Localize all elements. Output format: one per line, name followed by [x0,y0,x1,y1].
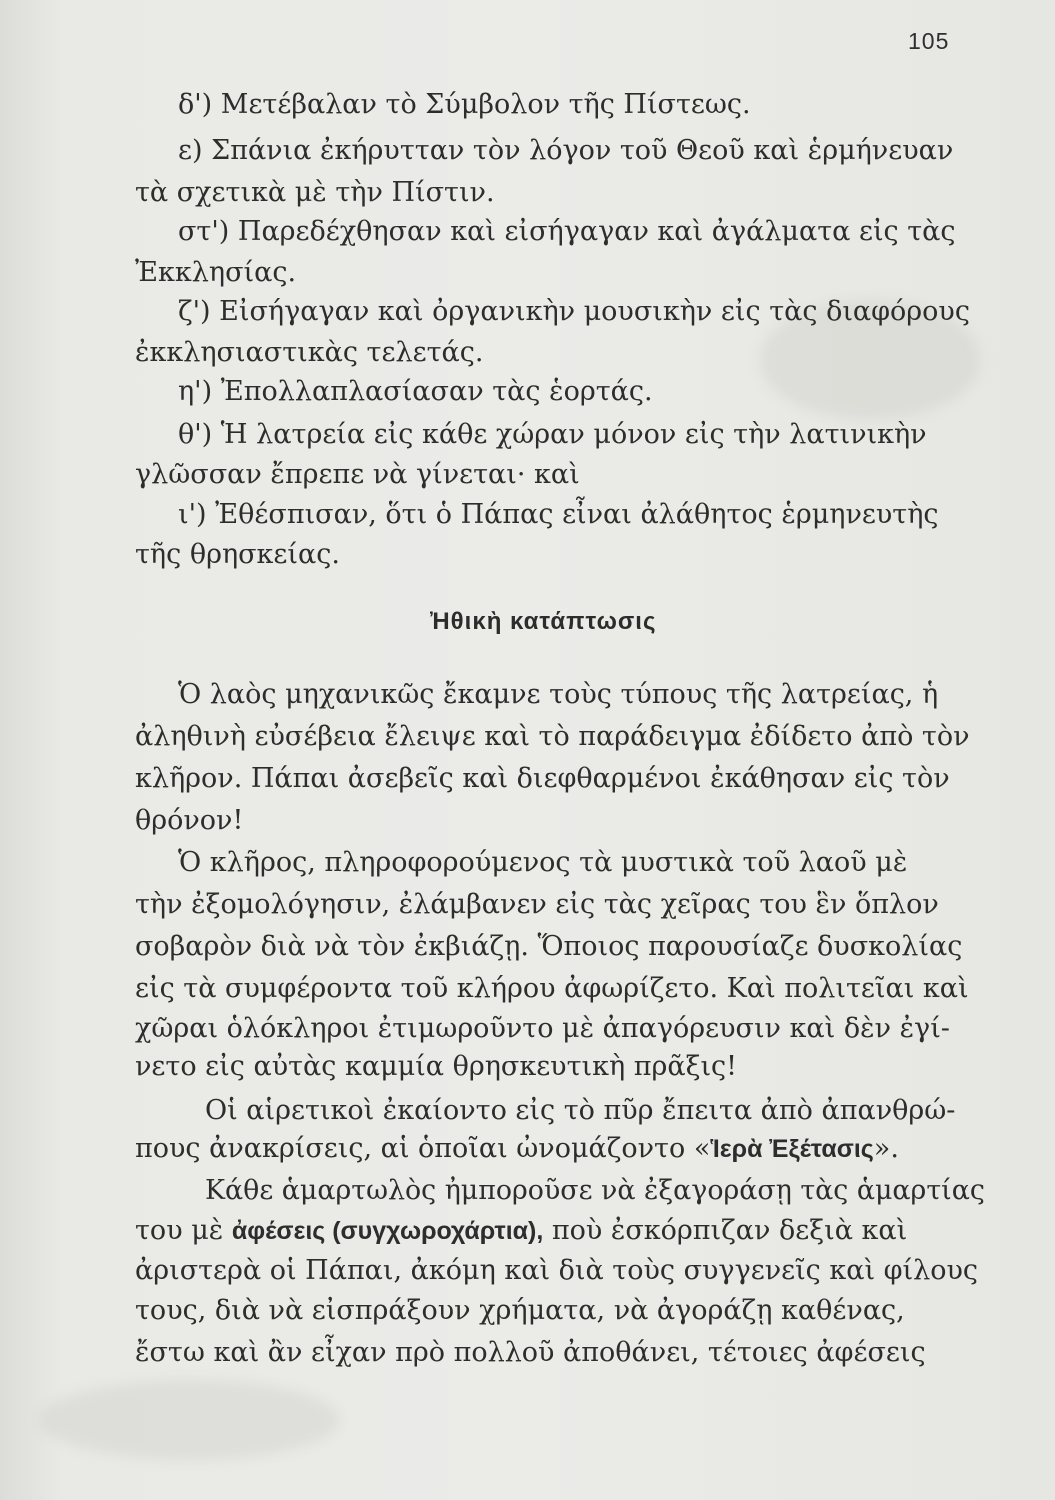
list-item-zeta: ζ') Εἰσήγαγαν καὶ ὀργανικὴν μουσικὴν εἰς τὰς διαφόρους [178,296,970,327]
indulgence-line-end: ποὺ ἐσκόρπιζαν δεξιὰ καὶ [551,1215,908,1246]
paragraph-line: τὴν ἐξομολόγησιν, ἐλάμβανεν εἰς τὰς χεῖρας του ἓν ὅπλον [135,889,939,920]
paragraph-line: ἔστω καὶ ἂν εἶχαν πρὸ πολλοῦ ἀποθάνει, τέτοιες ἀφέσεις [135,1337,926,1368]
inquisition-line [135,1132,899,1166]
paragraph-line: ἀριστερὰ οἱ Πάπαι, ἀκόμη καὶ διὰ τοὺς συγγενεῖς καὶ φίλους [135,1255,979,1286]
list-item-iota: ι') Ἐθέσπισαν, ὅτι ὁ Πάπας εἶναι ἀλάθητος ἑρμηνευτὴς [178,499,939,530]
indulgence-line-start: του μὲ [135,1215,224,1246]
list-item-stigma-cont: Ἐκκλησίας. [135,257,297,288]
paper-stain [40,1380,340,1460]
paragraph-line: ἀληθινὴ εὐσέβεια ἔλειψε καὶ τὸ παράδειγμα ἐδίδετο ἀπὸ τὸν [135,721,970,752]
paragraph-line: Ὁ λαὸς μηχανικῶς ἔκαμνε τοὺς τύπους τῆς λατρείας, ἡ [178,679,939,710]
indulgences-term: ἀφέσεις (συγχωροχάρτια), [231,1217,544,1245]
paragraph-line: Οἱ αἱρετικοὶ ἐκαίοντο εἰς τὸ πῦρ ἔπειτα ἀπὸ ἀπανθρώ- [205,1095,956,1126]
paragraph-line: νετο εἰς αὐτὰς καμμία θρησκευτικὴ πρᾶξις! [135,1051,738,1082]
list-item-stigma: στ') Παρεδέχθησαν καὶ εἰσήγαγαν καὶ ἀγάλματα εἰς τὰς [178,216,956,247]
paragraph-line: εἰς τὰ συμφέροντα τοῦ κλήρου ἀφωρίζετο. Καὶ πολιτεῖαι καὶ [135,973,969,1004]
list-item-theta-cont: γλῶσσαν ἔπρεπε νὰ γίνεται· καὶ [135,459,580,490]
paragraph-line: Ὁ κλῆρος, πληροφορούμενος τὰ μυστικὰ τοῦ λαοῦ μὲ [178,847,908,878]
list-item-epsilon: ε) Σπάνια ἐκήρυτταν τὸν λόγον τοῦ Θεοῦ καὶ ἑρμήνευαν [178,135,954,166]
list-item-eta: η') Ἐπολλαπλασίασαν τὰς ἑορτάς. [178,376,653,407]
list-item-zeta-cont: ἐκκλησιαστικὰς τελετάς. [135,337,484,368]
paragraph-line: τους, διὰ νὰ εἰσπράξουν χρήματα, νὰ ἀγοράζῃ καθένας, [135,1295,905,1326]
list-item-iota-cont: τῆς θρησκείας. [135,539,340,570]
page-number: 105 [908,28,950,54]
paragraph-line: χῶραι ὁλόκληροι ἐτιμωροῦντο μὲ ἀπαγόρευσιν καὶ δὲν ἐγί- [135,1013,950,1044]
inquisition-line-end: ». [873,1133,899,1164]
list-item-epsilon-cont: τὰ σχετικὰ μὲ τὴν Πίστιν. [135,177,495,208]
paragraph-line: Κάθε ἁμαρτωλὸς ἠμποροῦσε νὰ ἐξαγοράσῃ τὰς ἁμαρτίας [205,1175,985,1206]
holy-inquisition-term: Ἱερὰ Ἐξέτασις [710,1135,874,1163]
paragraph-line: σοβαρὸν διὰ νὰ τὸν ἐκβιάζῃ. Ὅποιος παρουσίαζε δυσκολίας [135,931,963,962]
indulgence-line [135,1214,907,1248]
section-heading: Ἠθικὴ κατάπτωσις [430,608,657,635]
list-item-delta: δ') Μετέβαλαν τὸ Σύμβολον τῆς Πίστεως. [178,89,751,120]
inquisition-line-start: πους ἀνακρίσεις, αἱ ὁποῖαι ὠνομάζοντο « [135,1133,711,1164]
paragraph-line: κλῆρον. Πάπαι ἀσεβεῖς καὶ διεφθαρμένοι ἐκάθησαν εἰς τὸν [135,763,950,794]
list-item-theta: θ') Ἡ λατρεία εἰς κάθε χώραν μόνον εἰς τὴν λατινικὴν [178,419,927,450]
paragraph-line: θρόνον! [135,805,244,836]
